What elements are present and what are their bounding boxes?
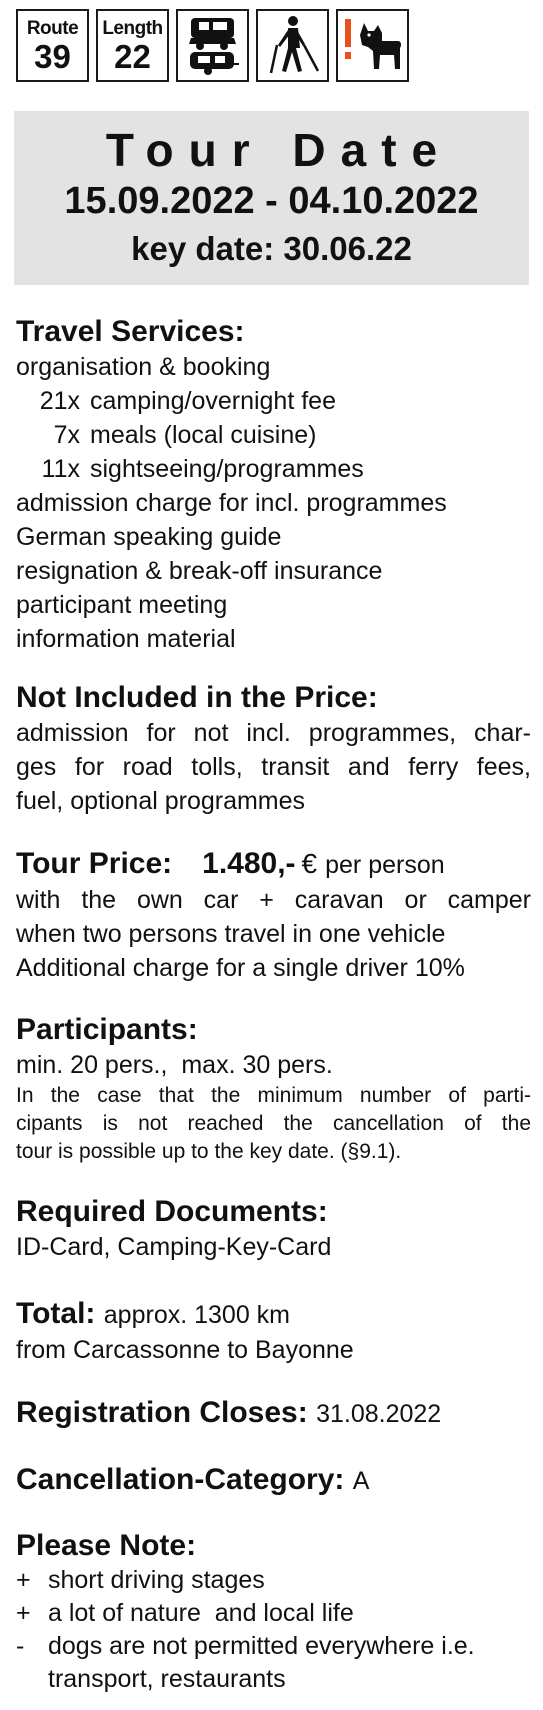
note-line: short driving stages <box>48 1566 265 1594</box>
total-row <box>16 1296 531 1333</box>
length-label: Length <box>102 18 163 39</box>
cancellation-category: A <box>352 1467 370 1495</box>
tour-date-box <box>14 111 529 285</box>
registration-date: 31.08.2022 <box>316 1400 442 1428</box>
travel-services-heading: Travel Services: <box>16 315 245 348</box>
length-number: 22 <box>114 38 151 75</box>
participants-note-line: In the case that the minimum number of parti- <box>16 1084 531 1107</box>
not-included-line: ges for road tolls, transit and ferry fees, <box>16 753 531 781</box>
participants-section <box>16 1012 531 1166</box>
participants-note-line: tour is possible up to the key date. (§9.1). <box>16 1140 402 1163</box>
tour-price-row <box>16 846 531 883</box>
service-item <box>16 418 531 452</box>
price-unit: per person <box>325 851 445 879</box>
services-intro: organisation & booking <box>16 353 271 381</box>
participants-range: min. 20 pers., max. 30 pers. <box>16 1051 333 1079</box>
euro-symbol: € <box>301 848 318 879</box>
not-included-line: fuel, optional programmes <box>16 787 306 815</box>
service-qty: 7x <box>53 421 80 449</box>
hiking-person-icon <box>258 11 327 80</box>
dog-badge <box>336 9 409 82</box>
tour-price-amount: 1.480,- <box>202 847 296 880</box>
price-condition-line: with the own car + caravan or camper <box>16 886 531 914</box>
cancellation-row <box>16 1462 531 1499</box>
total-heading: Total: <box>16 1297 96 1330</box>
travel-services-section <box>16 314 531 656</box>
price-condition-line: Additional charge for a single driver 10% <box>16 954 465 982</box>
documents-value: ID-Card, Camping-Key-Card <box>16 1233 332 1261</box>
note-symbol: + <box>16 1566 31 1594</box>
route-label: Route <box>26 18 79 39</box>
tour-price-section <box>16 846 531 985</box>
service-item <box>16 452 531 486</box>
tour-price-heading: Tour Price: <box>16 847 173 880</box>
service-qty: 21x <box>39 387 80 415</box>
camper-badge <box>176 9 249 82</box>
note-item <box>16 1597 531 1630</box>
note-symbol: + <box>16 1599 31 1627</box>
key-date: key date: 30.06.22 <box>131 230 412 267</box>
note-symbol: - <box>16 1632 25 1660</box>
tour-date-range: 15.09.2022 - 04.10.2022 <box>64 180 479 222</box>
service-text: meals (local cuisine) <box>90 421 317 449</box>
note-line: a lot of nature and local life <box>48 1599 354 1627</box>
please-note-section <box>16 1528 531 1696</box>
length-badge <box>96 9 169 82</box>
route-badge <box>16 9 89 82</box>
tour-date-title: Tour Date <box>105 124 453 176</box>
registration-heading: Registration Closes: <box>16 1396 308 1429</box>
service-text: sightseeing/programmes <box>90 455 364 483</box>
participants-note-line: cipants is not reached the cancellation of the <box>16 1112 531 1135</box>
note-item <box>16 1630 531 1696</box>
total-route: from Carcassonne to Bayonne <box>16 1336 354 1364</box>
route-number: 39 <box>34 38 71 75</box>
note-line: transport, restaurants <box>48 1665 286 1693</box>
service-qty: 11x <box>41 455 80 483</box>
registration-section <box>16 1395 531 1432</box>
total-section <box>16 1296 531 1367</box>
cancellation-section <box>16 1462 531 1499</box>
not-included-line: admission for not incl. programmes, char- <box>16 719 531 747</box>
service-extra: information material <box>16 625 236 653</box>
cancellation-heading: Cancellation-Category: <box>16 1463 345 1496</box>
participants-heading: Participants: <box>16 1013 198 1046</box>
camper-caravan-icon <box>178 11 247 80</box>
registration-row <box>16 1395 531 1432</box>
total-distance: approx. 1300 km <box>103 1301 290 1329</box>
not-included-heading: Not Included in the Price: <box>16 681 378 714</box>
dog-warning-icon <box>338 11 407 80</box>
hiking-badge <box>256 9 329 82</box>
service-extra: resignation & break-off insurance <box>16 557 383 585</box>
service-extra: participant meeting <box>16 591 228 619</box>
service-extra: German speaking guide <box>16 523 282 551</box>
service-item <box>16 384 531 418</box>
note-line: dogs are not permitted everywhere i.e. <box>48 1632 475 1660</box>
service-text: camping/overnight fee <box>90 387 336 415</box>
service-extra: admission charge for incl. programmes <box>16 489 447 517</box>
note-item <box>16 1564 531 1597</box>
price-condition-line: when two persons travel in one vehicle <box>16 920 446 948</box>
documents-section <box>16 1194 531 1264</box>
documents-heading: Required Documents: <box>16 1195 328 1228</box>
not-included-section <box>16 680 531 818</box>
please-note-heading: Please Note: <box>16 1529 197 1562</box>
